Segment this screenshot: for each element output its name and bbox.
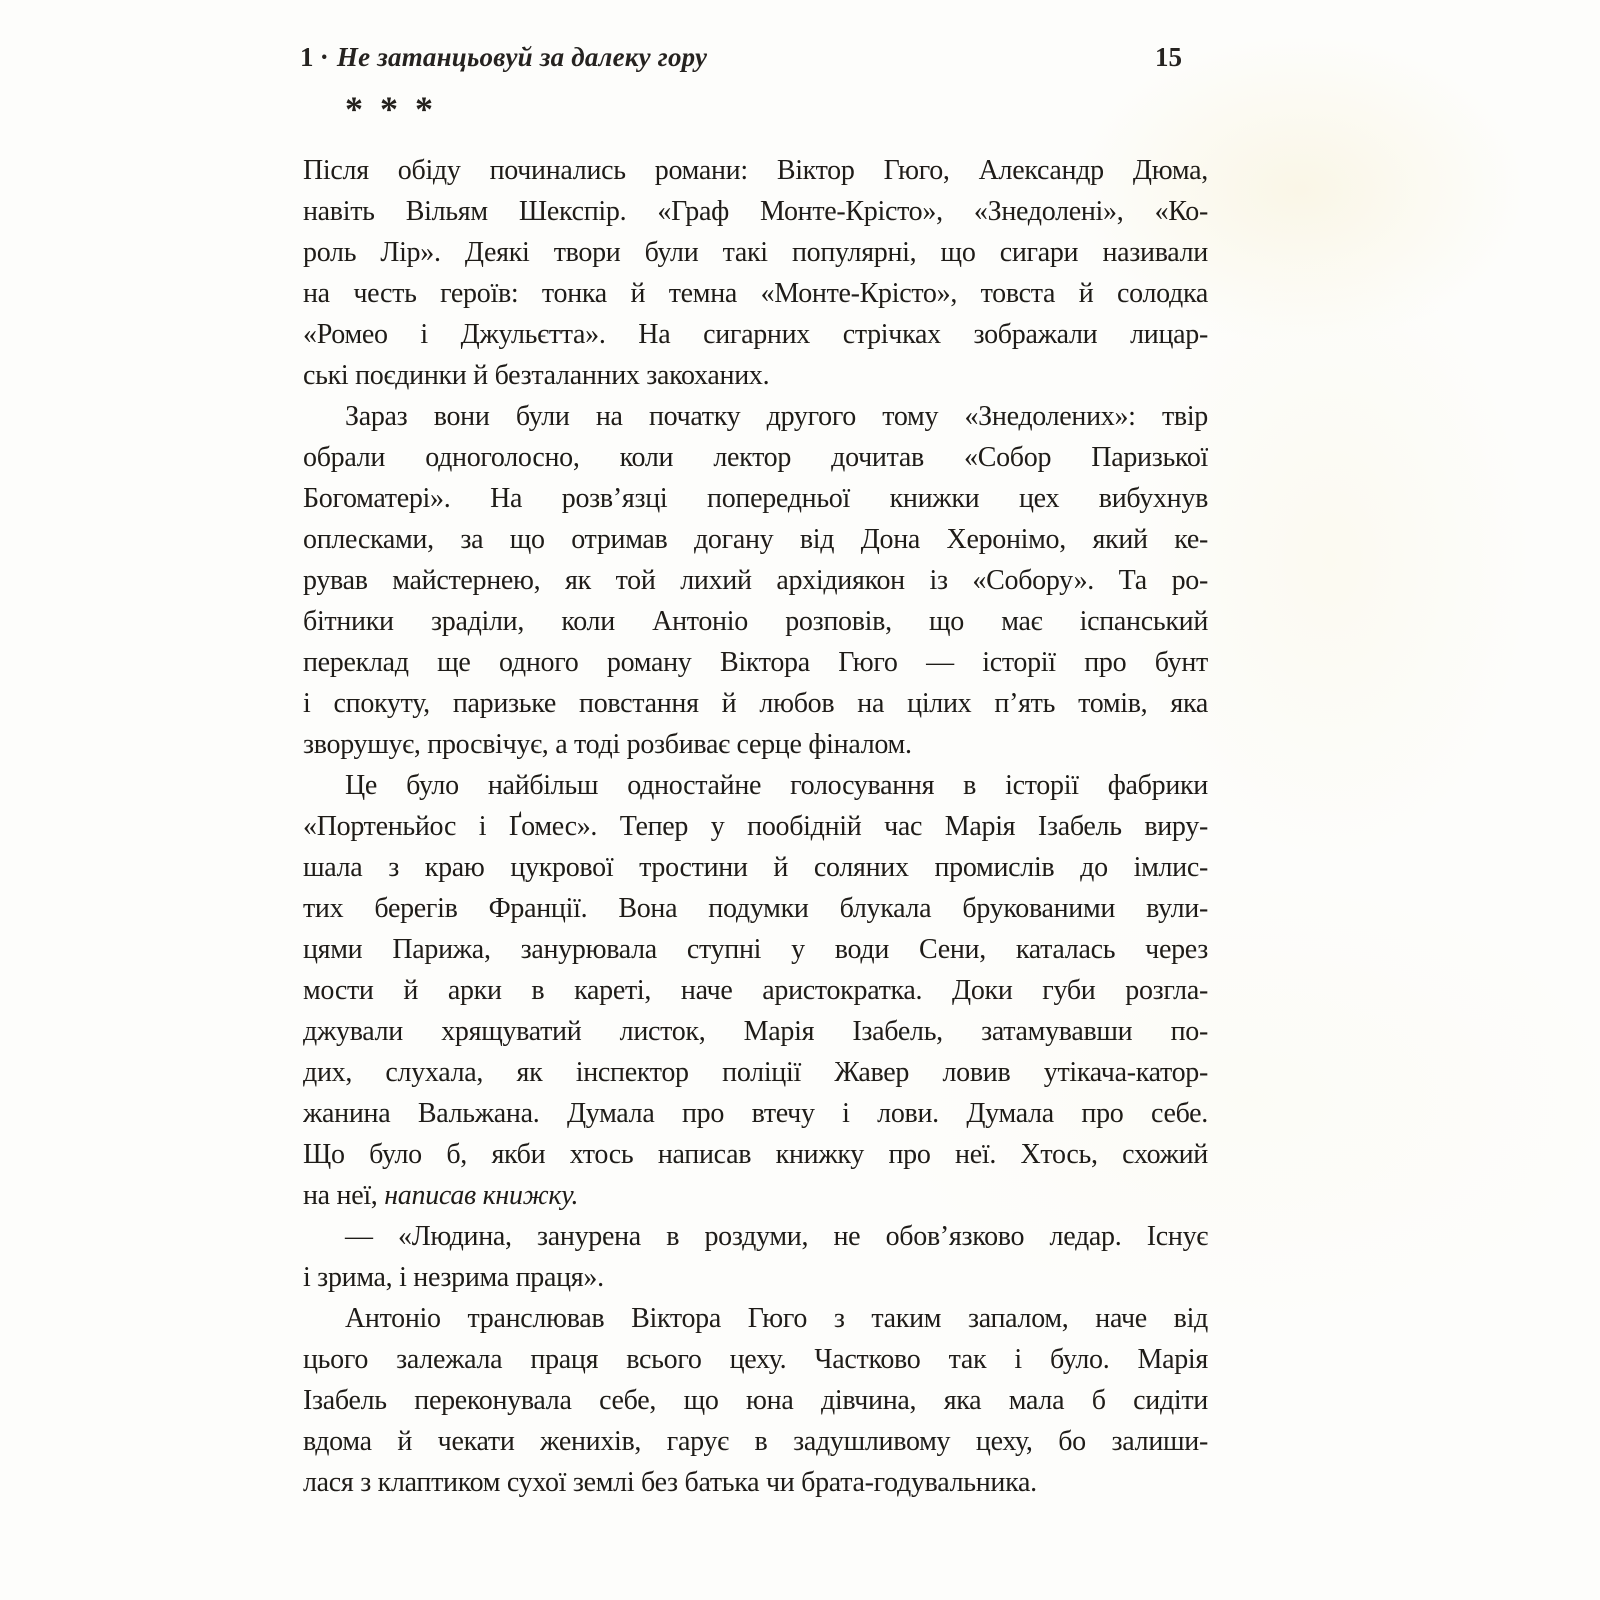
text-line: Ізабель переконувала себе, що юна дівчина, яка мала б сидіти [303,1385,1208,1416]
text-line: «Портеньйос і Ґомес». Тепер у пообідній час Марія Ізабель виру- [303,811,1208,842]
italic-text-segment: написав книжку. [384,1180,579,1211]
text-line: жанина Вальжана. Думала про втечу і лови. Думала про себе. [303,1098,1208,1129]
paragraph [303,1298,1208,1503]
text-line: рував майстернею, як той лихий архідиякон із «Собору». Та ро- [303,565,1208,596]
text-line: Після обіду починались романи: Віктор Гюго, Александр Дюма, [303,155,1208,186]
text-line: ські поєдинки й безталанних закоханих. [303,360,770,391]
text-line: цього залежала праця всього цеху. Частково так і було. Марія [303,1344,1208,1375]
text-line: мости й арки в кареті, наче аристократка. Доки губи розгла- [303,975,1208,1006]
text-line: Богоматері». На розв’язці попередньої книжки цех вибухнув [303,483,1208,514]
chapter-title: Не затанцьовуй за далеку гору [336,42,708,72]
text-line: роль Лір». Деякі твори були такі популярні, що сигари називали [303,237,1208,268]
text-line [303,1175,1208,1216]
text-line: джували хрящуватий листок, Марія Ізабель, затамувавши по- [303,1016,1208,1047]
paragraph [303,765,1208,1216]
text-line: шала з краю цукрової тростини й соляних промислів до імлис- [303,852,1208,883]
section-break-asterisks: * * * [345,89,437,129]
chapter-number: 1 [300,42,314,72]
text-line: цями Парижа, занурювала ступні у води Сени, каталась через [303,934,1208,965]
text-line: «Ромео і Джульєтта». На сигарних стрічках зображали лицар- [303,319,1208,350]
chapter-running-head [300,42,707,73]
text-line: Що було б, якби хтось написав книжку про неї. Хтось, схожий [303,1139,1208,1170]
text-line: тих берегів Франції. Вона подумки блукала брукованими вули- [303,893,1208,924]
text-segment: на неї, [303,1180,385,1211]
text-line: обрали одноголосно, коли лектор дочитав «Собор Паризької [303,442,1208,473]
text-line: вдома й чекати женихів, гарує в задушливому цеху, бо залиши- [303,1426,1208,1457]
paragraph [303,1216,1208,1298]
text-line: Зараз вони були на початку другого тому «Знедолених»: твір [345,401,1208,432]
text-line: оплесками, за що отримав догану від Дона Херонімо, який ке- [303,524,1208,555]
text-line: і спокуту, паризьке повстання й любов на цілих п’ять томів, яка [303,688,1208,719]
text-line: зворушує, просвічує, а тоді розбиває серце фіналом. [303,729,912,760]
body-text [303,150,1208,1503]
text-line: лася з клаптиком сухої землі без батька чи брата-годувальника. [303,1467,1037,1498]
page-number: 15 [1155,42,1182,72]
text-line: на честь героїв: тонка й темна «Монте-Крісто», товста й солодка [303,278,1208,309]
text-line: і зрима, і незрима праця». [303,1262,604,1293]
paragraph [303,396,1208,765]
text-line: Антоніо транслював Віктора Гюго з таким запалом, наче від [345,1303,1208,1334]
text-line: Це було найбільш одностайне голосування в історії фабрики [345,770,1208,801]
text-line: бітники зраділи, коли Антоніо розповів, що має іспанський [303,606,1208,637]
text-line: дих, слухала, як інспектор поліції Жавер ловив утікача-катор- [303,1057,1208,1088]
text-line: — «Людина, занурена в роздуми, не обов’язково ледар. Існує [345,1221,1208,1252]
running-header [300,42,1208,73]
text-line: навіть Вільям Шекспір. «Граф Монте-Крісто», «Знедолені», «Ко- [303,196,1208,227]
chapter-separator-dot: · [319,42,329,72]
text-line: переклад ще одного роману Віктора Гюго — історії про бунт [303,647,1208,678]
paragraph [303,150,1208,396]
